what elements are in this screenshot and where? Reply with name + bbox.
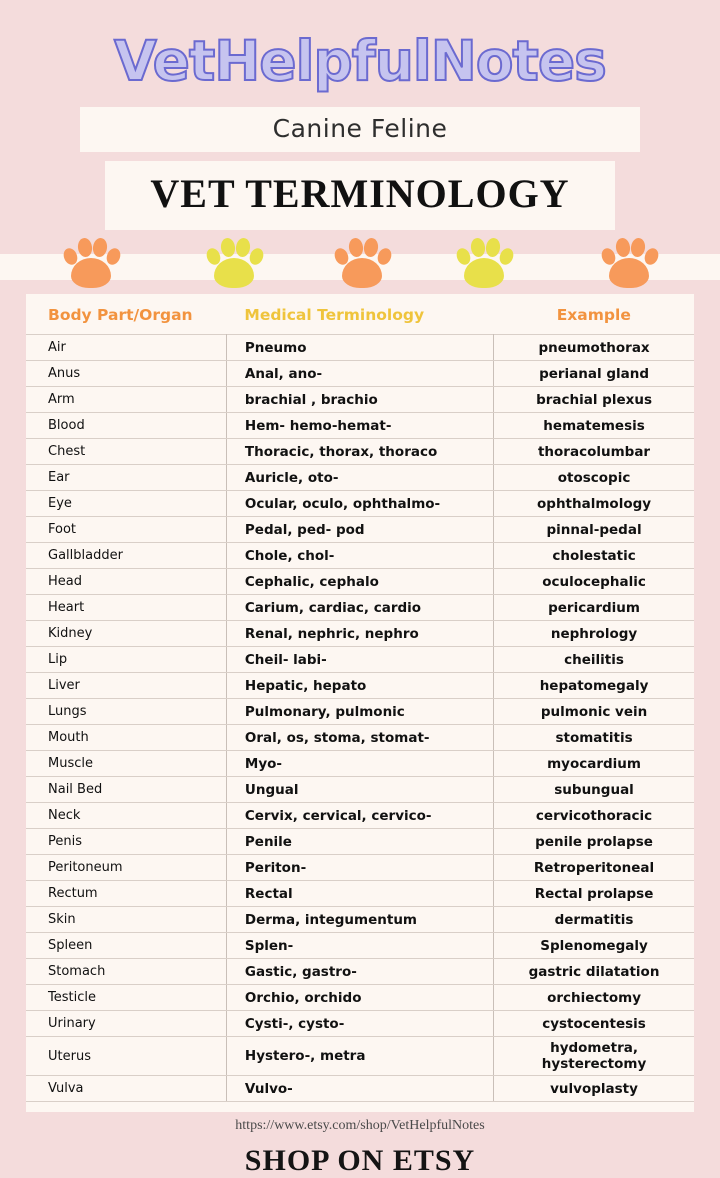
cell-term: Vulvo- [226, 1076, 493, 1102]
cell-example: pinnal-pedal [494, 517, 694, 543]
cell-body-part: Vulva [26, 1076, 226, 1102]
cell-body-part: Rectum [26, 881, 226, 907]
table-row [26, 699, 694, 725]
cell-example: gastric dilatation [494, 959, 694, 985]
cell-body-part: Peritoneum [26, 855, 226, 881]
table-row [26, 673, 694, 699]
cell-body-part: Skin [26, 907, 226, 933]
cell-example: Retroperitoneal [494, 855, 694, 881]
cell-example: cervicothoracic [494, 803, 694, 829]
column-header-example: Example [556, 306, 631, 324]
table-row [26, 959, 694, 985]
main-title-banner [105, 161, 615, 230]
table-row [26, 647, 694, 673]
cell-body-part: Eye [26, 491, 226, 517]
cell-term: Orchio, orchido [226, 985, 493, 1011]
cell-body-part: Foot [26, 517, 226, 543]
subtitle-text: Canine Feline [272, 114, 448, 143]
shop-on-etsy-label[interactable]: SHOP ON ETSY [244, 1144, 476, 1177]
cell-body-part: Muscle [26, 751, 226, 777]
cell-example: cystocentesis [494, 1011, 694, 1037]
cell-term: Periton- [226, 855, 493, 881]
table-row [26, 777, 694, 803]
cell-example: pneumothorax [494, 335, 694, 361]
cell-example: pulmonic vein [494, 699, 694, 725]
cell-example: vulvoplasty [494, 1076, 694, 1102]
column-header-body-part: Body Part/Organ [48, 306, 193, 324]
table-row [26, 335, 694, 361]
cell-body-part: Anus [26, 361, 226, 387]
cell-example: perianal gland [494, 361, 694, 387]
cell-term: Hepatic, hepato [226, 673, 493, 699]
cell-example: hydometra, hysterectomy [494, 1037, 694, 1076]
cell-example: nephrology [494, 621, 694, 647]
cell-example: otoscopic [494, 465, 694, 491]
table-row [26, 387, 694, 413]
table-row [26, 1037, 694, 1076]
cell-body-part: Lip [26, 647, 226, 673]
cell-term: Splen- [226, 933, 493, 959]
cell-term: Cysti-, cysto- [226, 1011, 493, 1037]
cell-term: Chole, chol- [226, 543, 493, 569]
paw-print-1-icon [62, 236, 120, 292]
table-row [26, 725, 694, 751]
cell-body-part: Stomach [26, 959, 226, 985]
table-row [26, 569, 694, 595]
cell-example: dermatitis [494, 907, 694, 933]
cell-example: brachial plexus [494, 387, 694, 413]
shop-url[interactable]: https://www.etsy.com/shop/VetHelpfulNotes [235, 1118, 485, 1133]
subtitle-banner [80, 107, 640, 152]
cell-example: cholestatic [494, 543, 694, 569]
table-row [26, 829, 694, 855]
cell-term: Renal, nephric, nephro [226, 621, 493, 647]
cell-term: Gastic, gastro- [226, 959, 493, 985]
cell-term: Auricle, oto- [226, 465, 493, 491]
cell-example: myocardium [494, 751, 694, 777]
cell-term: Hystero-, metra [226, 1037, 493, 1076]
table-row [26, 1076, 694, 1102]
table-row [26, 803, 694, 829]
table-row [26, 1011, 694, 1037]
cell-term: Cephalic, cephalo [226, 569, 493, 595]
cell-body-part: Neck [26, 803, 226, 829]
main-title-text: VET TERMINOLOGY [150, 171, 570, 216]
cell-body-part: Ear [26, 465, 226, 491]
table-row [26, 465, 694, 491]
cell-example: subungual [494, 777, 694, 803]
cell-example: hematemesis [494, 413, 694, 439]
table-row [26, 361, 694, 387]
cell-body-part: Mouth [26, 725, 226, 751]
cell-term: Derma, integumentum [226, 907, 493, 933]
paw-print-2-icon [205, 236, 263, 292]
cell-term: Ocular, oculo, ophthalmo- [226, 491, 493, 517]
footer [0, 1118, 720, 1178]
paw-print-3-icon [333, 236, 391, 292]
cell-body-part: Nail Bed [26, 777, 226, 803]
cell-term: Hem- hemo-hemat- [226, 413, 493, 439]
cell-term: Pneumo [226, 335, 493, 361]
brand-title: VetHelpfulNotes [114, 29, 606, 93]
cell-body-part: Gallbladder [26, 543, 226, 569]
table-row [26, 621, 694, 647]
table-row [26, 413, 694, 439]
table-row [26, 907, 694, 933]
paw-print-5-icon [600, 236, 658, 292]
cell-body-part: Spleen [26, 933, 226, 959]
cell-body-part: Head [26, 569, 226, 595]
cell-term: Carium, cardiac, cardio [226, 595, 493, 621]
cell-term: Thoracic, thorax, thoraco [226, 439, 493, 465]
table-row [26, 517, 694, 543]
terminology-card [26, 294, 694, 1112]
cell-term: Oral, os, stoma, stomat- [226, 725, 493, 751]
cell-body-part: Liver [26, 673, 226, 699]
table-row [26, 595, 694, 621]
cell-body-part: Testicle [26, 985, 226, 1011]
table-header-row [26, 300, 694, 335]
cell-body-part: Kidney [26, 621, 226, 647]
cell-example: pericardium [494, 595, 694, 621]
cell-example: hepatomegaly [494, 673, 694, 699]
terminology-table [26, 300, 694, 1102]
cell-body-part: Heart [26, 595, 226, 621]
cell-example: Splenomegaly [494, 933, 694, 959]
table-row [26, 855, 694, 881]
cell-term: Myo- [226, 751, 493, 777]
paw-decoration-row [0, 232, 720, 294]
cell-body-part: Penis [26, 829, 226, 855]
column-header-medical-terminology: Medical Terminology [244, 306, 425, 324]
cell-body-part: Urinary [26, 1011, 226, 1037]
cell-term: Pulmonary, pulmonic [226, 699, 493, 725]
cell-term: Cheil- labi- [226, 647, 493, 673]
cell-example: orchiectomy [494, 985, 694, 1011]
cell-example: oculocephalic [494, 569, 694, 595]
cell-body-part: Lungs [26, 699, 226, 725]
table-row [26, 881, 694, 907]
cell-body-part: Air [26, 335, 226, 361]
cell-term: Anal, ano- [226, 361, 493, 387]
cell-example: thoracolumbar [494, 439, 694, 465]
cell-term: Pedal, ped- pod [226, 517, 493, 543]
table-row [26, 751, 694, 777]
cell-example: ophthalmology [494, 491, 694, 517]
cell-term: Cervix, cervical, cervico- [226, 803, 493, 829]
table-row [26, 543, 694, 569]
table-row [26, 491, 694, 517]
cell-body-part: Chest [26, 439, 226, 465]
cell-example: cheilitis [494, 647, 694, 673]
cell-body-part: Arm [26, 387, 226, 413]
cell-example: penile prolapse [494, 829, 694, 855]
table-row [26, 439, 694, 465]
cell-term: Penile [226, 829, 493, 855]
table-row [26, 985, 694, 1011]
cell-body-part: Uterus [26, 1037, 226, 1076]
cell-example: Rectal prolapse [494, 881, 694, 907]
cell-term: brachial , brachio [226, 387, 493, 413]
cell-body-part: Blood [26, 413, 226, 439]
cell-term: Ungual [226, 777, 493, 803]
paw-print-4-icon [455, 236, 513, 292]
cell-example: stomatitis [494, 725, 694, 751]
terminology-table-body [26, 335, 694, 1102]
cell-term: Rectal [226, 881, 493, 907]
table-row [26, 933, 694, 959]
